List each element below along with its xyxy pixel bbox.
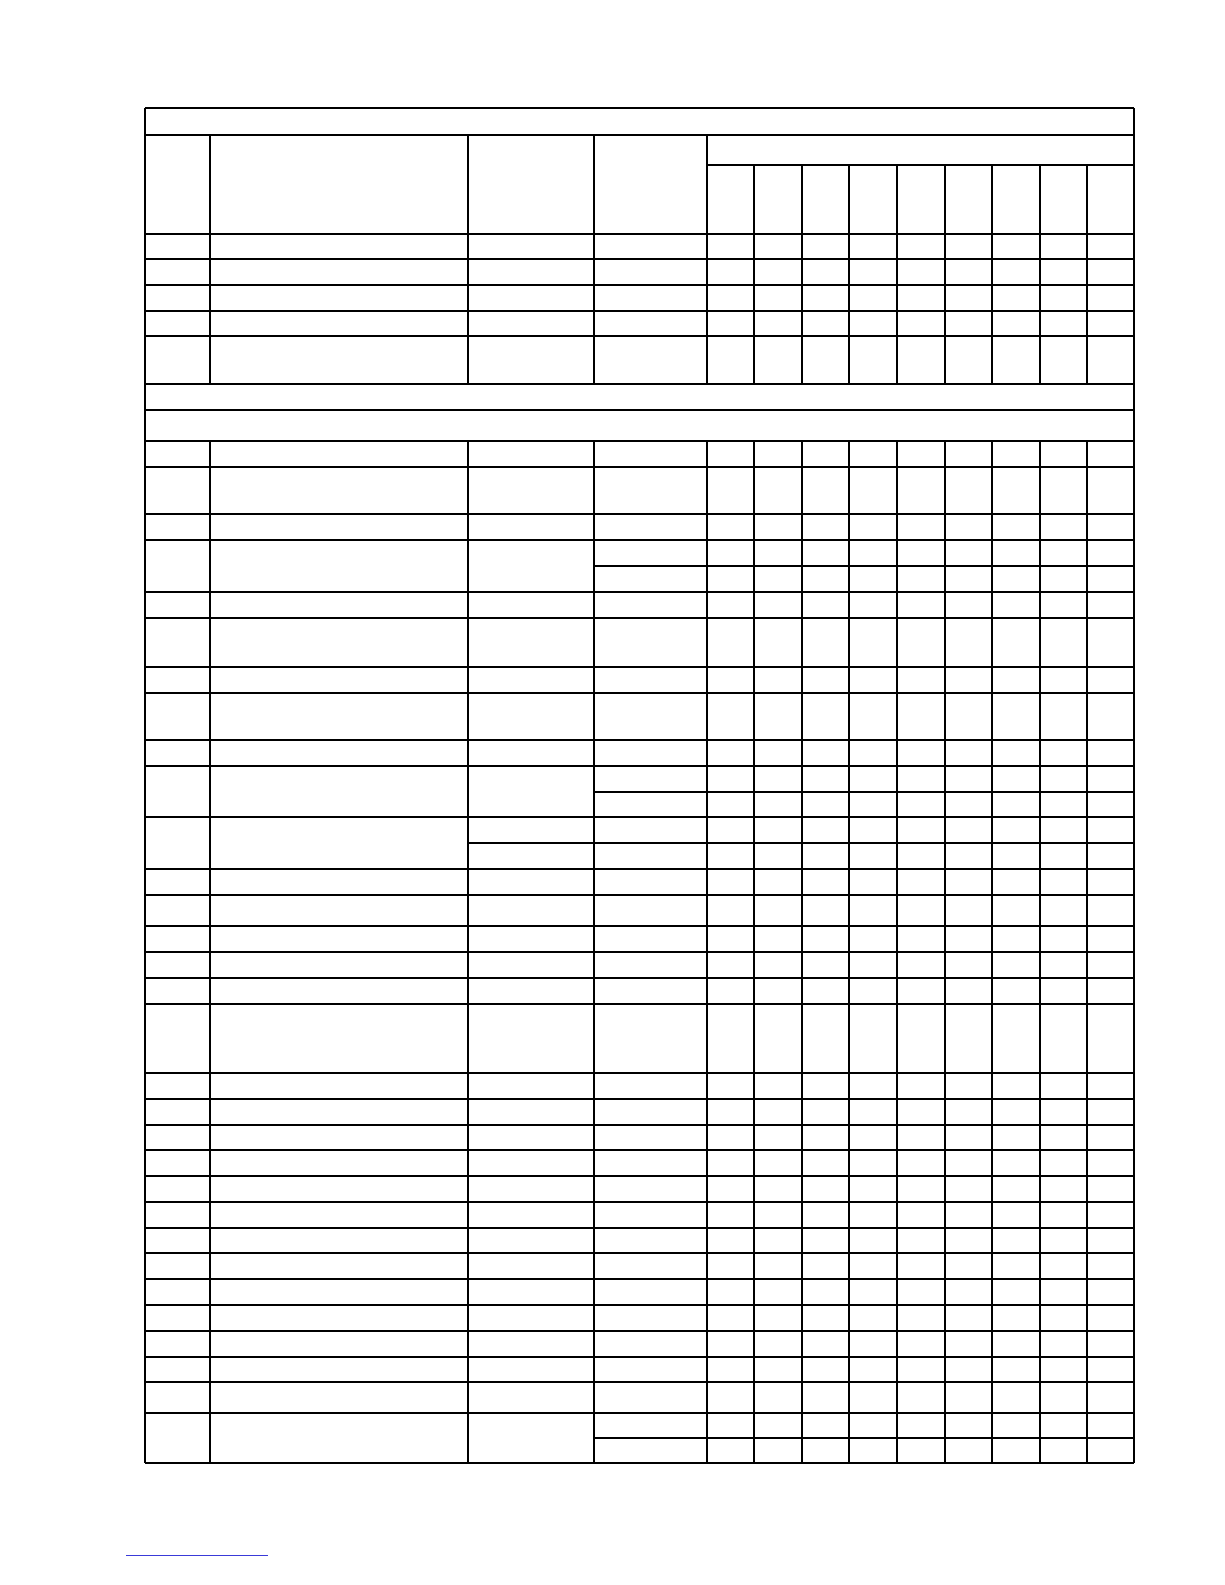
footer-link[interactable] <box>126 1555 268 1556</box>
